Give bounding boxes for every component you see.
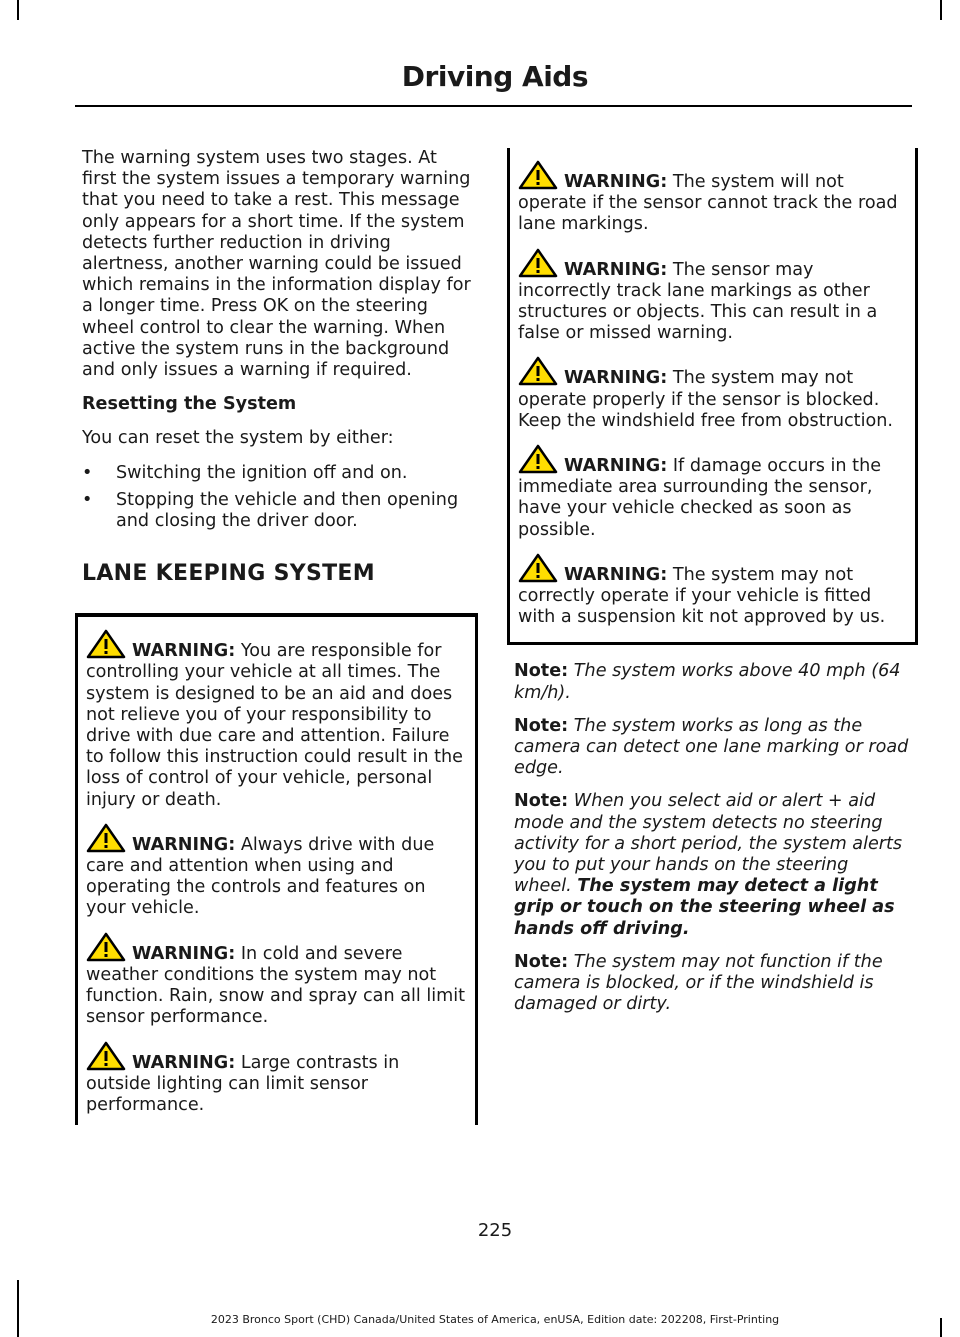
warning-item	[518, 356, 907, 432]
warning-item	[518, 444, 907, 541]
page-number: 225	[477, 1220, 513, 1241]
warning-item	[518, 160, 907, 236]
warning-item	[86, 932, 467, 1029]
warning-label: WARNING:	[564, 172, 668, 192]
warning-triangle-icon	[86, 1041, 126, 1071]
section-heading: LANE KEEPING SYSTEM	[82, 561, 375, 587]
warning-text: The system may not operate properly if the sensor is blocked. Keep the windshield free from obstruction.	[518, 368, 893, 431]
crop-mark-top-left	[17, 0, 19, 20]
list-item	[82, 490, 474, 532]
warning-label: WARNING:	[132, 641, 236, 662]
warning-label: WARNING:	[564, 259, 668, 280]
warning-box-left	[75, 613, 478, 1125]
note-item	[514, 716, 910, 780]
note-text: When you select aid or alert + aid mode and the system detects no steering activity for a short period, the system alerts you to put your hands on the steering wheel.	[514, 791, 903, 897]
warning-triangle-icon	[518, 553, 558, 583]
note-label: Note:	[514, 715, 569, 736]
warning-label: WARNING:	[564, 456, 668, 477]
warning-triangle-icon	[518, 248, 558, 278]
note-label: Note:	[514, 951, 569, 972]
warning-text: The sensor may incorrectly track lane markings as other structures or objects. This can result in a false or missed warning.	[518, 259, 878, 344]
warning-triangle-icon	[86, 629, 126, 659]
note-item	[514, 791, 910, 939]
note-item	[514, 661, 910, 703]
footer-edition: 2023 Bronco Sport (CHD) Canada/United States of America, enUSA, Edition date: 202208, First-Printing	[210, 1313, 780, 1326]
note-text: The system works above 40 mph (64 km/h).	[514, 661, 901, 703]
bullet: •	[82, 462, 93, 483]
warning-triangle-icon	[518, 160, 558, 190]
warning-triangle-icon	[518, 356, 558, 386]
warning-item	[86, 1041, 467, 1117]
warning-label: WARNING:	[132, 1052, 236, 1073]
note-label: Note:	[514, 661, 569, 682]
warning-box-right	[507, 148, 918, 645]
warning-triangle-icon	[86, 932, 126, 962]
warning-triangle-icon	[86, 823, 126, 853]
note-label: Note:	[514, 791, 569, 812]
warning-text: If damage occurs in the immediate area surrounding the sensor, have your vehicle checked as soon as possible.	[518, 456, 882, 540]
warning-text: You are responsible for controlling your vehicle at all times. The system is designed to be an aid and does not relieve you of your responsibility to drive with due care and attention. Failure to follow this instruction could result in the loss of control of your vehicle, personal injury or death.	[86, 641, 463, 810]
crop-mark-bottom-left	[17, 1280, 19, 1337]
list-item-text: Stopping the vehicle and then opening and closing the driver door.	[116, 489, 459, 532]
note-item	[514, 952, 910, 1016]
warning-item	[518, 553, 907, 629]
header-divider	[75, 105, 912, 107]
list-item-text: Switching the ignition off and on.	[116, 462, 408, 483]
note-bold-text: The system may detect a light grip or touch on the steering wheel as hands off driving.	[514, 876, 895, 939]
warning-item	[518, 248, 907, 345]
warning-item	[86, 823, 467, 920]
resetting-subheading: Resetting the System	[82, 394, 297, 415]
left-column	[82, 148, 474, 1125]
note-text: The system may not function if the camera is blocked, or if the windshield is damaged or dirty.	[514, 951, 883, 1015]
warning-text: The system will not operate if the sensor cannot track the road lane markings.	[518, 172, 898, 235]
reset-intro: You can reset the system by either:	[82, 428, 394, 449]
warning-label: WARNING:	[132, 943, 236, 964]
list-item	[82, 463, 474, 484]
intro-paragraph: The warning system uses two stages. At first the system issues a temporary warning that you need to take a rest. This message only appears for a short time. If the system detects further reduction in driving alertness, another warning could be issued which remains in the information display for a longer time. Press OK on the steering wheel control to clear the warning. When active the system runs in the background and only issues a warning if required.	[82, 148, 471, 381]
warning-item	[86, 629, 467, 811]
warning-triangle-icon	[518, 444, 558, 474]
warning-text: Always drive with due care and attention when using and operating the controls and features on your vehicle.	[86, 834, 435, 919]
warning-label: WARNING:	[564, 368, 668, 389]
warning-label: WARNING:	[132, 834, 236, 855]
note-text: The system works as long as the camera can detect one lane marking or road edge.	[514, 715, 909, 779]
right-column	[514, 148, 910, 1028]
warning-text: In cold and severe weather conditions the system may not function. Rain, snow and spray can all limit sensor performance.	[86, 943, 466, 1028]
bullet: •	[82, 489, 93, 510]
page-title: Driving Aids	[401, 60, 588, 93]
warning-label: WARNING:	[564, 564, 668, 585]
crop-mark-top-right	[940, 0, 942, 20]
warning-text: Large contrasts in outside lighting can limit sensor performance.	[86, 1052, 400, 1115]
reset-list	[82, 463, 474, 533]
warning-text: The system may not correctly operate if your vehicle is fitted with a suspension kit not approved by us.	[518, 564, 886, 628]
